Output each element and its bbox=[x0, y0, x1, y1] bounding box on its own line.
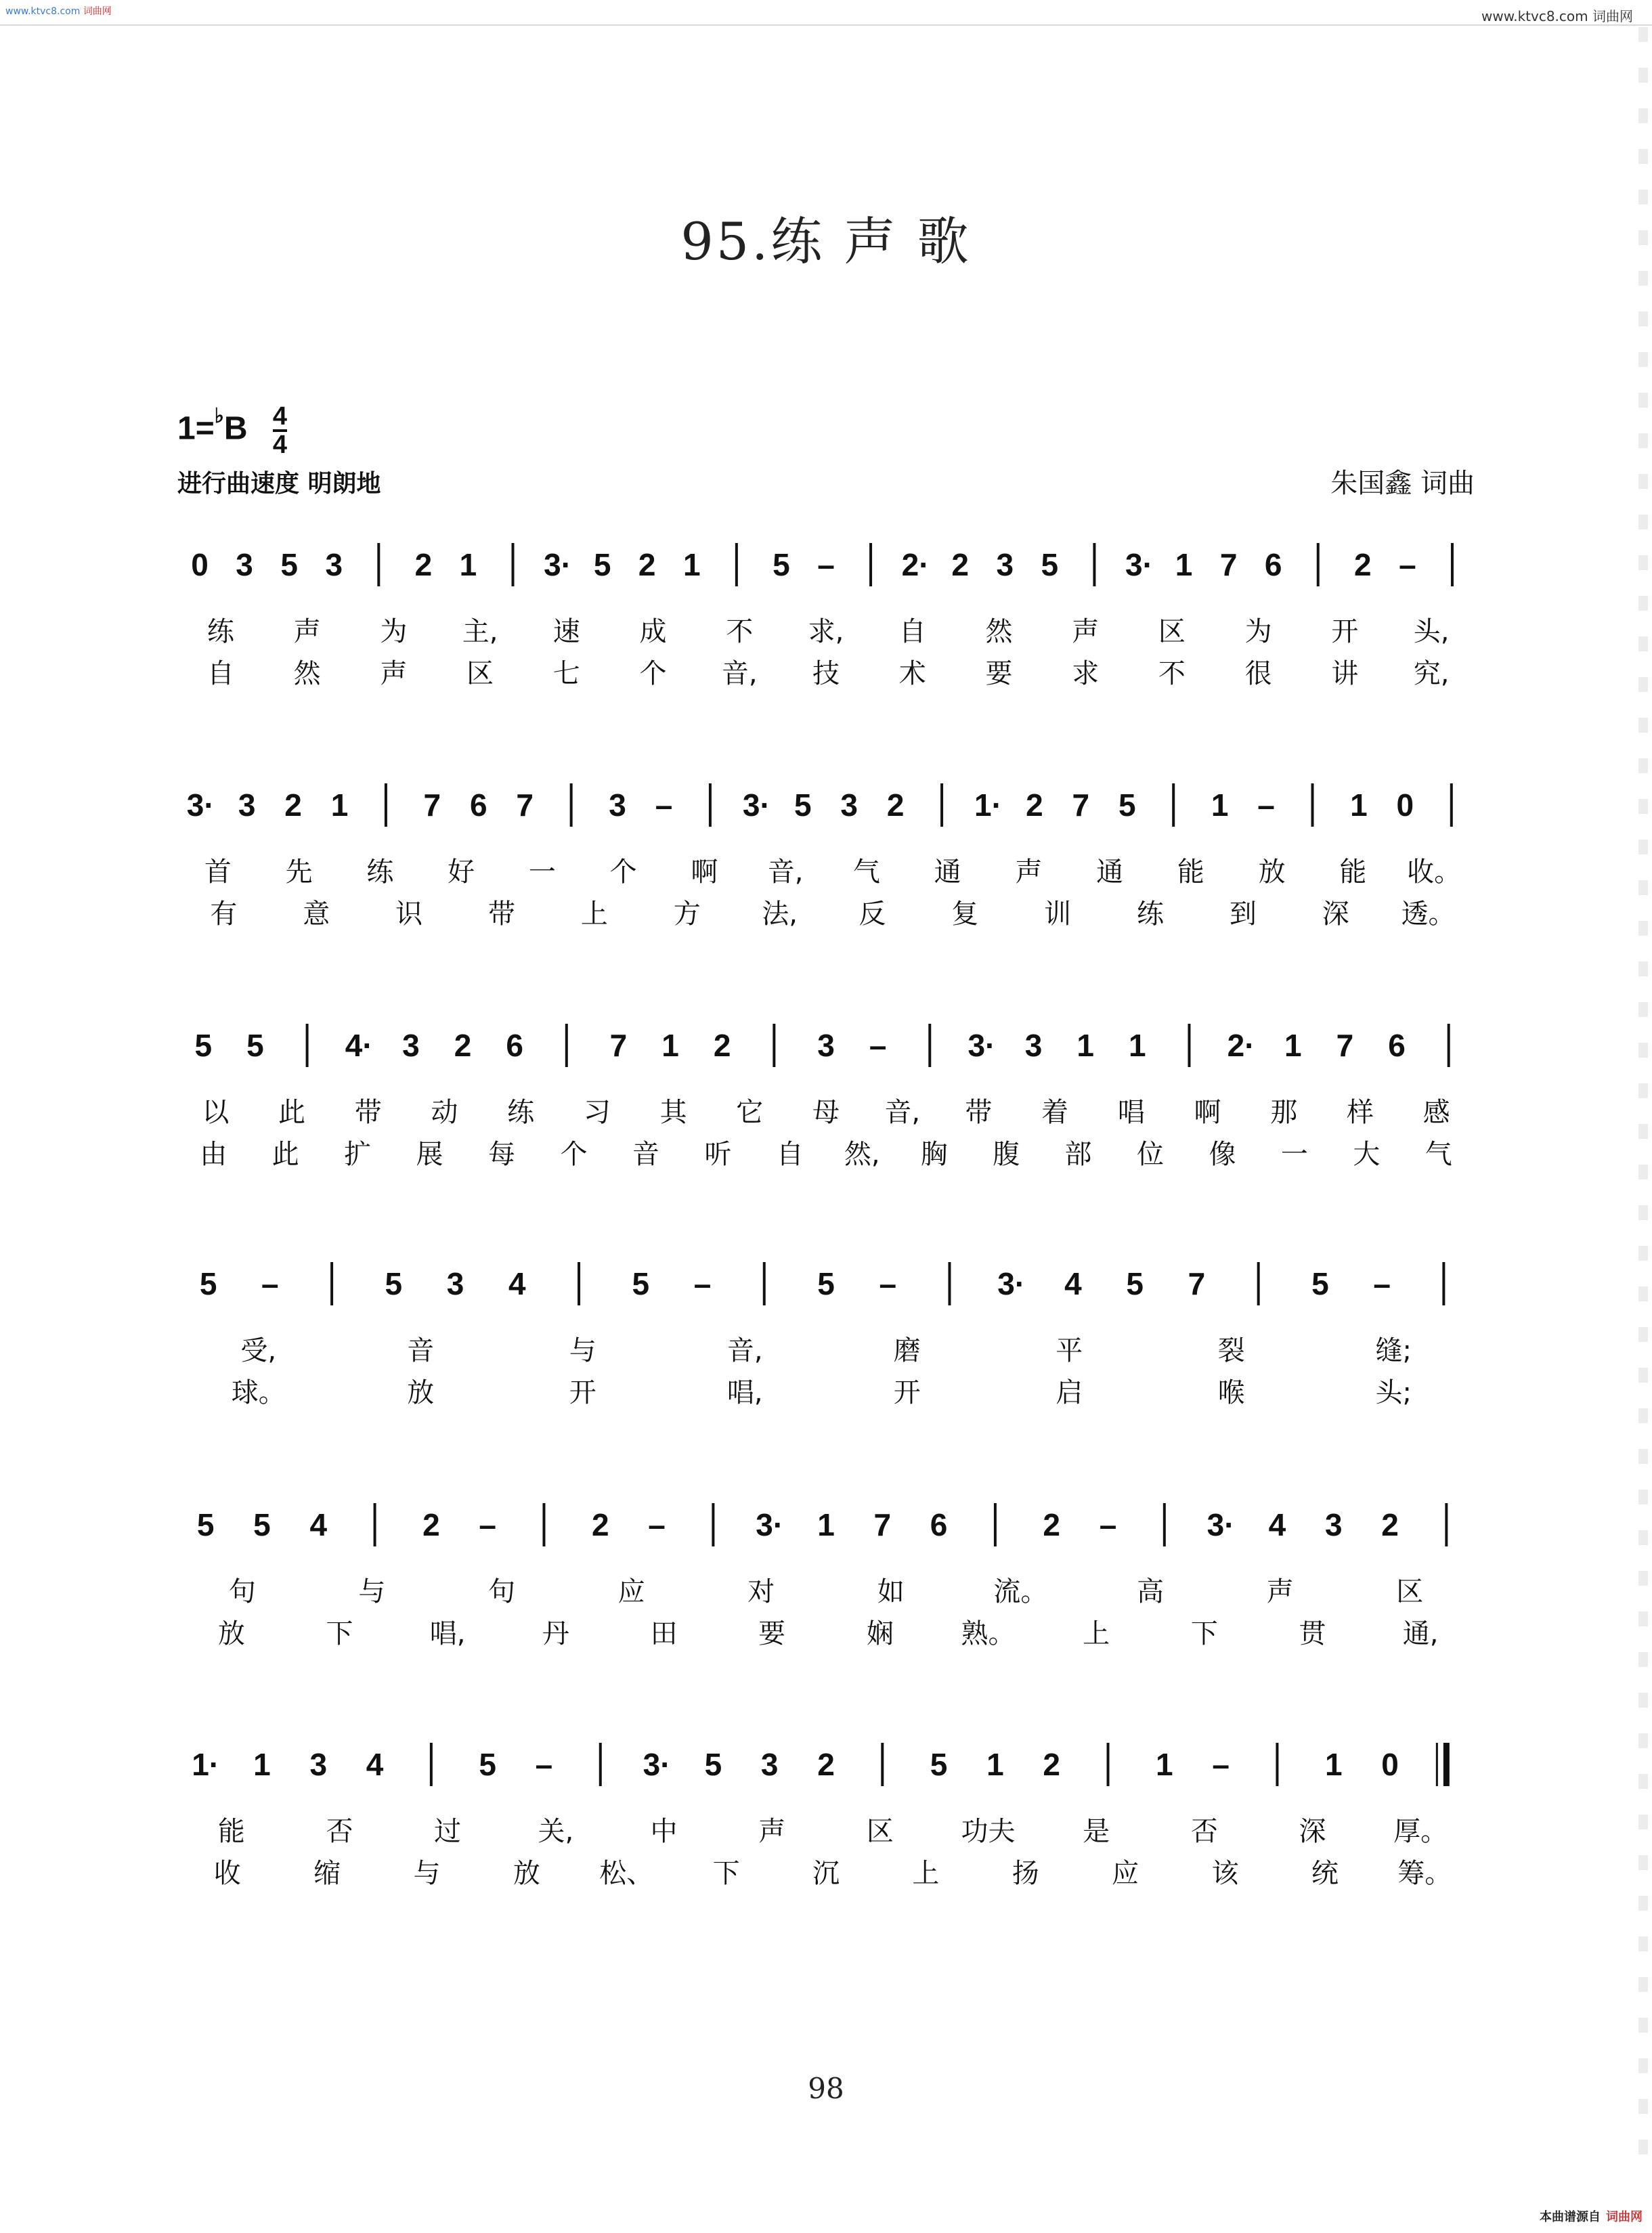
note: 2 bbox=[591, 1507, 609, 1542]
note: 3 bbox=[840, 787, 858, 823]
note: – bbox=[535, 1747, 553, 1782]
lyric-verse-2: 方 bbox=[673, 898, 701, 930]
note: 3 bbox=[238, 787, 256, 823]
lyric-verse-1: 能 bbox=[217, 1816, 245, 1847]
note: 3 bbox=[817, 1028, 835, 1063]
lyric-verse-2: 求 bbox=[1072, 658, 1100, 689]
lyric-verse-1: 以 bbox=[202, 1097, 230, 1128]
note: 2 bbox=[638, 547, 656, 582]
note: 1 bbox=[1077, 1028, 1094, 1063]
note: 7 bbox=[609, 1028, 628, 1063]
lyric-verse-1: 成 bbox=[639, 616, 667, 647]
lyric-verse-2: 带 bbox=[488, 898, 515, 930]
note: 2 bbox=[817, 1747, 835, 1782]
note: 3 bbox=[309, 1747, 328, 1782]
lyric-verse-1: 高 bbox=[1137, 1576, 1164, 1607]
lyric-verse-2: 大 bbox=[1353, 1139, 1381, 1170]
note: 1 bbox=[682, 547, 701, 582]
lyric-verse-2: 要 bbox=[758, 1618, 786, 1649]
note: 4 bbox=[1064, 1266, 1082, 1301]
lyric-verse-1: 啊 bbox=[691, 857, 718, 888]
note: – bbox=[655, 787, 673, 823]
note: 3 bbox=[325, 547, 343, 582]
lyric-verse-1: 然 bbox=[985, 616, 1013, 647]
lyric-verse-2: 沉 bbox=[812, 1858, 840, 1889]
note: 5 bbox=[280, 547, 298, 582]
lyric-verse-1: 通 bbox=[1096, 857, 1124, 888]
note: 1 bbox=[330, 787, 349, 823]
note: 7 bbox=[873, 1507, 892, 1542]
note: – bbox=[1399, 547, 1416, 582]
note: – bbox=[1099, 1507, 1117, 1542]
note: 1· bbox=[974, 787, 1002, 823]
note: 3 bbox=[996, 547, 1014, 582]
note: 5 bbox=[199, 1266, 217, 1301]
note: 3 bbox=[1324, 1507, 1343, 1542]
lyric-verse-1: 自 bbox=[898, 616, 926, 647]
song-title: 95.练 声 歌 bbox=[680, 211, 972, 272]
lyric-verse-1: 声 bbox=[1072, 616, 1100, 647]
lyric-verse-2: 统 bbox=[1311, 1858, 1339, 1889]
note: 3· bbox=[1207, 1507, 1235, 1542]
lyric-verse-2: 下 bbox=[326, 1618, 353, 1649]
lyric-verse-2: 很 bbox=[1244, 658, 1272, 689]
lyric-verse-2: 技 bbox=[812, 658, 840, 689]
lyric-verse-1: 声 bbox=[758, 1816, 786, 1847]
lyric-verse-1: 练 bbox=[366, 857, 394, 888]
note: 7 bbox=[1072, 787, 1090, 823]
lyric-verse-1: 声 bbox=[293, 616, 321, 647]
lyric-verse-2: 开 bbox=[893, 1377, 921, 1408]
note: 2 bbox=[454, 1028, 472, 1063]
note: 5 bbox=[479, 1747, 496, 1782]
note: 1 bbox=[817, 1507, 835, 1542]
note: 4 bbox=[366, 1747, 384, 1782]
lyric-verse-2: 每 bbox=[488, 1139, 515, 1170]
lyric-verse-2: 该 bbox=[1211, 1858, 1239, 1889]
note: 5 bbox=[704, 1747, 722, 1782]
note: – bbox=[869, 1028, 887, 1063]
header-site-left-url: www.ktvc8.com bbox=[5, 6, 81, 17]
lyric-verse-2: 应 bbox=[1112, 1858, 1139, 1889]
lyric-verse-2: 不 bbox=[1158, 658, 1186, 689]
note: 6 bbox=[1388, 1028, 1406, 1063]
lyric-verse-2: 熟。 bbox=[961, 1618, 1016, 1649]
lyric-verse-1: 缝; bbox=[1375, 1335, 1412, 1366]
lyric-verse-2: 球。 bbox=[231, 1377, 286, 1408]
note: 1 bbox=[1211, 787, 1229, 823]
note: 2 bbox=[713, 1028, 731, 1063]
lyric-verse-1: 一 bbox=[528, 857, 556, 888]
note: 1 bbox=[459, 547, 477, 582]
tempo-marking: 进行曲速度 明朗地 bbox=[177, 470, 381, 498]
note: 3 bbox=[236, 547, 253, 582]
lyric-verse-2: 放 bbox=[407, 1377, 435, 1408]
lyric-verse-2: 到 bbox=[1229, 898, 1257, 930]
note: 5 bbox=[246, 1028, 264, 1063]
lyric-verse-2: 贯 bbox=[1299, 1618, 1326, 1649]
note: 3· bbox=[186, 787, 215, 823]
lyric-verse-1: 开 bbox=[1331, 616, 1359, 647]
lyric-verse-2: 收 bbox=[213, 1858, 241, 1889]
lyric-verse-2: 此 bbox=[271, 1139, 299, 1170]
lyric-verse-2: 启 bbox=[1056, 1377, 1083, 1408]
time-top: 4 bbox=[272, 402, 288, 431]
lyric-verse-2: 讲 bbox=[1331, 658, 1359, 689]
lyric-verse-2: 要 bbox=[985, 658, 1013, 689]
lyric-verse-2: 音 bbox=[632, 1139, 659, 1170]
lyric-verse-1: 主, bbox=[462, 616, 498, 647]
lyric-verse-1: 放 bbox=[1258, 857, 1286, 888]
note: 2· bbox=[1227, 1028, 1255, 1063]
note: – bbox=[1373, 1266, 1391, 1301]
lyric-verse-2: 法, bbox=[762, 898, 798, 930]
note: 3 bbox=[609, 787, 626, 823]
lyric-verse-2: 七 bbox=[552, 658, 580, 689]
note: 1 bbox=[661, 1028, 679, 1063]
lyric-verse-2: 放 bbox=[513, 1858, 540, 1889]
lyric-verse-1: 过 bbox=[434, 1816, 462, 1847]
lyric-verse-1: 中 bbox=[650, 1816, 678, 1847]
lyric-verse-2: 位 bbox=[1137, 1139, 1164, 1170]
lyric-verse-2: 与 bbox=[413, 1858, 441, 1889]
note: 3 bbox=[760, 1747, 779, 1782]
lyric-verse-2: 意 bbox=[303, 898, 330, 930]
lyric-verse-1: 区 bbox=[1158, 616, 1186, 647]
note: – bbox=[261, 1266, 279, 1301]
lyric-verse-1: 此 bbox=[278, 1097, 306, 1128]
note: 2 bbox=[1026, 787, 1043, 823]
note: 3· bbox=[1125, 547, 1153, 582]
note: 7 bbox=[1188, 1266, 1206, 1301]
note: 1 bbox=[253, 1747, 271, 1782]
lyric-verse-2: 唱, bbox=[429, 1618, 466, 1649]
lyric-verse-2: 扬 bbox=[1012, 1858, 1039, 1889]
lyric-verse-1: 练 bbox=[507, 1097, 535, 1128]
lyric-verse-2: 复 bbox=[951, 898, 979, 930]
note: – bbox=[817, 547, 835, 582]
lyric-verse-1: 动 bbox=[431, 1097, 458, 1128]
note: 7 bbox=[516, 787, 534, 823]
note: – bbox=[693, 1266, 712, 1301]
key-note: B bbox=[223, 410, 248, 447]
lyric-verse-1: 着 bbox=[1041, 1097, 1069, 1128]
note: 5 bbox=[196, 1507, 215, 1542]
lyric-verse-1: 否 bbox=[1190, 1816, 1218, 1847]
lyric-verse-1: 速 bbox=[552, 616, 580, 647]
note: 2· bbox=[901, 547, 930, 582]
lyric-verse-2: 由 bbox=[200, 1139, 227, 1170]
lyric-verse-1: 能 bbox=[1339, 857, 1367, 888]
note: 3 bbox=[446, 1266, 464, 1301]
lyric-verse-1: 句 bbox=[488, 1576, 515, 1607]
note: 1 bbox=[1324, 1747, 1343, 1782]
note: 5 bbox=[253, 1507, 271, 1542]
lyric-verse-2: 一 bbox=[1280, 1139, 1308, 1170]
key-prefix: 1= bbox=[177, 410, 215, 447]
lyric-verse-2: 然, bbox=[844, 1139, 880, 1170]
lyric-verse-1: 头, bbox=[1413, 616, 1450, 647]
note: 1 bbox=[1129, 1028, 1146, 1063]
note: 3· bbox=[643, 1747, 671, 1782]
header-site-left-tag: 词曲网 bbox=[83, 6, 112, 17]
lyric-verse-1: 厚。 bbox=[1393, 1816, 1448, 1847]
lyric-verse-2: 反 bbox=[858, 898, 886, 930]
lyric-verse-2: 区 bbox=[466, 658, 494, 689]
note: 2 bbox=[422, 1507, 440, 1542]
lyric-verse-2: 听 bbox=[704, 1139, 732, 1170]
lyric-verse-1: 练 bbox=[206, 616, 234, 647]
note: 5 bbox=[593, 547, 611, 582]
note: 5 bbox=[817, 1266, 835, 1301]
lyric-verse-2: 识 bbox=[395, 898, 423, 930]
note: 3· bbox=[742, 787, 770, 823]
lyric-verse-1: 平 bbox=[1056, 1335, 1083, 1366]
note: 1 bbox=[986, 1747, 1004, 1782]
note: 5 bbox=[385, 1266, 403, 1301]
lyric-verse-2: 下 bbox=[1190, 1618, 1218, 1649]
note: 5 bbox=[632, 1266, 650, 1301]
lyric-verse-2: 部 bbox=[1064, 1139, 1092, 1170]
note: 3 bbox=[402, 1028, 420, 1063]
lyric-verse-2: 上 bbox=[580, 898, 608, 930]
note: 0 bbox=[191, 547, 209, 582]
note: 1 bbox=[1284, 1028, 1302, 1063]
lyric-verse-1: 与 bbox=[358, 1576, 386, 1607]
note: 0 bbox=[1396, 787, 1414, 823]
note: 4 bbox=[508, 1266, 526, 1301]
lyric-verse-2: 术 bbox=[898, 658, 926, 689]
lyric-verse-2: 自 bbox=[776, 1139, 804, 1170]
note: 6 bbox=[930, 1507, 948, 1542]
note: 3· bbox=[756, 1507, 784, 1542]
lyric-verse-2: 音, bbox=[721, 658, 758, 689]
note: 2 bbox=[414, 547, 433, 582]
lyric-verse-1: 那 bbox=[1270, 1097, 1298, 1128]
lyric-verse-2: 喉 bbox=[1217, 1377, 1245, 1408]
lyric-verse-2: 筹。 bbox=[1397, 1858, 1452, 1889]
note: 6 bbox=[1264, 547, 1282, 582]
lyric-verse-1: 如 bbox=[877, 1576, 905, 1607]
lyric-verse-2: 究, bbox=[1413, 658, 1450, 689]
note: – bbox=[1212, 1747, 1230, 1782]
note: 2 bbox=[1381, 1507, 1399, 1542]
note: 1· bbox=[192, 1747, 220, 1782]
lyric-verse-1: 它 bbox=[736, 1097, 764, 1128]
lyric-verse-1: 为 bbox=[1244, 616, 1272, 647]
note: 7 bbox=[423, 787, 441, 823]
note: 6 bbox=[469, 787, 487, 823]
lyric-verse-1: 深 bbox=[1299, 1816, 1326, 1847]
lyric-verse-1: 母 bbox=[812, 1097, 840, 1128]
note: 6 bbox=[506, 1028, 523, 1063]
lyric-verse-2: 训 bbox=[1044, 898, 1072, 930]
page-number: 98 bbox=[808, 2072, 844, 2105]
lyric-verse-2: 有 bbox=[210, 898, 238, 930]
lyric-verse-1: 声 bbox=[1266, 1576, 1294, 1607]
lyric-verse-1: 声 bbox=[1015, 857, 1043, 888]
note: 5 bbox=[1041, 547, 1059, 582]
lyric-verse-1: 带 bbox=[354, 1097, 382, 1128]
note: 4 bbox=[1268, 1507, 1286, 1542]
lyric-verse-1: 流。 bbox=[993, 1576, 1048, 1607]
lyric-verse-1: 区 bbox=[1396, 1576, 1424, 1607]
lyric-verse-1: 对 bbox=[747, 1576, 775, 1607]
lyric-verse-1: 磨 bbox=[893, 1335, 921, 1366]
lyric-verse-1: 音, bbox=[726, 1335, 763, 1366]
lyric-verse-1: 音, bbox=[884, 1097, 921, 1128]
lyric-verse-2: 个 bbox=[560, 1139, 588, 1170]
lyric-verse-2: 田 bbox=[650, 1618, 678, 1649]
lyric-verse-1: 应 bbox=[617, 1576, 645, 1607]
note: 5 bbox=[194, 1028, 213, 1063]
note: 2 bbox=[284, 787, 302, 823]
lyric-verse-2: 练 bbox=[1137, 898, 1164, 930]
lyric-verse-1: 受, bbox=[240, 1335, 277, 1366]
lyric-verse-1: 是 bbox=[1083, 1816, 1110, 1847]
lyric-verse-1: 样 bbox=[1346, 1097, 1374, 1128]
lyric-verse-1: 关, bbox=[538, 1816, 574, 1847]
note: 2 bbox=[1043, 1507, 1061, 1542]
lyric-verse-1: 带 bbox=[965, 1097, 993, 1128]
lyric-verse-2: 通, bbox=[1402, 1618, 1439, 1649]
lyric-verse-1: 功夫 bbox=[961, 1816, 1016, 1847]
lyric-verse-2: 胸 bbox=[920, 1139, 948, 1170]
note: 3· bbox=[544, 547, 572, 582]
note: 1 bbox=[1175, 547, 1193, 582]
note: 0 bbox=[1381, 1747, 1399, 1782]
header-site-right-tag: 词曲网 bbox=[1592, 8, 1633, 24]
lyric-verse-1: 其 bbox=[659, 1097, 687, 1128]
note: 7 bbox=[1219, 547, 1238, 582]
note: 5 bbox=[773, 547, 790, 582]
lyric-verse-1: 个 bbox=[609, 857, 637, 888]
lyric-verse-2: 深 bbox=[1322, 898, 1349, 930]
lyric-verse-2: 唱, bbox=[726, 1377, 763, 1408]
lyric-verse-1: 习 bbox=[583, 1097, 611, 1128]
lyric-verse-1: 求, bbox=[808, 616, 844, 647]
lyric-verse-2: 像 bbox=[1209, 1139, 1236, 1170]
note: – bbox=[648, 1507, 666, 1542]
lyric-verse-1: 句 bbox=[228, 1576, 256, 1607]
lyric-verse-1: 与 bbox=[569, 1335, 596, 1366]
note: 2 bbox=[951, 547, 970, 582]
note: 3 bbox=[1024, 1028, 1043, 1063]
note: – bbox=[1257, 787, 1275, 823]
lyric-verse-1: 通 bbox=[934, 857, 961, 888]
lyric-verse-2: 缩 bbox=[313, 1858, 341, 1889]
note: 2 bbox=[886, 787, 905, 823]
footer-label: 本曲谱源自 bbox=[1540, 2210, 1601, 2224]
lyric-verse-1: 否 bbox=[326, 1816, 353, 1847]
lyric-verse-2: 气 bbox=[1425, 1139, 1452, 1170]
lyric-verse-2: 自 bbox=[206, 658, 234, 689]
lyric-verse-1: 不 bbox=[726, 616, 754, 647]
lyric-verse-1: 裂 bbox=[1217, 1335, 1245, 1366]
lyric-verse-1: 感 bbox=[1422, 1097, 1450, 1128]
lyric-verse-1: 收。 bbox=[1407, 857, 1462, 888]
note: 3· bbox=[997, 1266, 1026, 1301]
note: 1 bbox=[1156, 1747, 1173, 1782]
lyric-verse-2: 娴 bbox=[866, 1618, 894, 1649]
note: 2 bbox=[1354, 547, 1372, 582]
note: – bbox=[479, 1507, 496, 1542]
lyric-verse-2: 放 bbox=[217, 1618, 245, 1649]
footer-credit[interactable] bbox=[1540, 2207, 1643, 2225]
note: 5 bbox=[1126, 1266, 1144, 1301]
note: 5 bbox=[930, 1747, 948, 1782]
lyric-verse-1: 好 bbox=[448, 857, 475, 888]
lyric-verse-1: 音 bbox=[407, 1335, 435, 1366]
lyric-verse-2: 上 bbox=[912, 1858, 940, 1889]
composer-credit: 朱国鑫 词曲 bbox=[1330, 468, 1475, 499]
header-site-right-url: www.ktvc8.com bbox=[1481, 8, 1588, 24]
flat-sign: ♭ bbox=[214, 404, 224, 427]
lyric-verse-1: 啊 bbox=[1194, 1097, 1221, 1128]
note: 2 bbox=[1043, 1747, 1061, 1782]
lyric-verse-1: 能 bbox=[1177, 857, 1204, 888]
lyric-verse-1: 音, bbox=[767, 857, 804, 888]
lyric-verse-1: 先 bbox=[285, 857, 313, 888]
lyric-verse-2: 透。 bbox=[1401, 898, 1456, 930]
note: 5 bbox=[1311, 1266, 1329, 1301]
lyric-verse-2: 腹 bbox=[993, 1139, 1020, 1170]
lyric-verse-2: 松、 bbox=[599, 1858, 654, 1889]
lyric-verse-2: 展 bbox=[416, 1139, 443, 1170]
lyric-verse-2: 下 bbox=[712, 1858, 740, 1889]
note: 1 bbox=[1350, 787, 1368, 823]
lyric-verse-1: 气 bbox=[852, 857, 880, 888]
lyric-verse-1: 首 bbox=[204, 857, 232, 888]
note: 5 bbox=[794, 787, 812, 823]
note: 5 bbox=[1118, 787, 1136, 823]
lyric-verse-1: 唱 bbox=[1117, 1097, 1145, 1128]
lyric-verse-2: 丹 bbox=[542, 1618, 569, 1649]
lyric-verse-1: 区 bbox=[866, 1816, 894, 1847]
footer-logo: 词曲网 bbox=[1606, 2210, 1643, 2224]
note: 7 bbox=[1336, 1028, 1354, 1063]
lyric-verse-2: 上 bbox=[1083, 1618, 1110, 1649]
note: 3· bbox=[968, 1028, 996, 1063]
note: – bbox=[879, 1266, 897, 1301]
lyric-verse-2: 声 bbox=[380, 658, 408, 689]
lyric-verse-2: 然 bbox=[293, 658, 321, 689]
lyric-verse-2: 扩 bbox=[344, 1139, 372, 1170]
lyric-verse-2: 头; bbox=[1375, 1377, 1412, 1408]
lyric-verse-2: 开 bbox=[569, 1377, 596, 1408]
note: 4 bbox=[309, 1507, 328, 1542]
lyric-verse-2: 个 bbox=[639, 658, 667, 689]
note: 4· bbox=[345, 1028, 373, 1063]
time-bottom: 4 bbox=[272, 431, 288, 459]
lyric-verse-1: 为 bbox=[380, 616, 408, 647]
